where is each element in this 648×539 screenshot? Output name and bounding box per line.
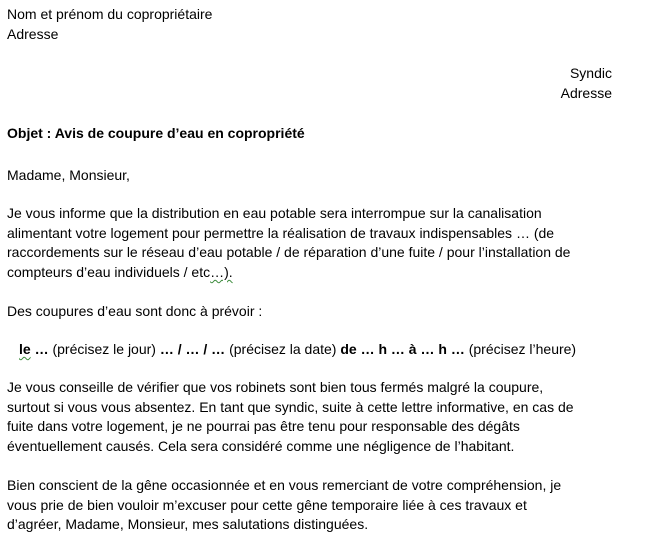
schedule-line [19, 340, 576, 360]
text-line: surtout si vous vous absentez. En tant que syndic, suite à cette lettre informative, en cas de [7, 398, 574, 415]
recipient-block [561, 64, 612, 103]
text-line: éventuellement causés. Cela sera considéré comme une négligence de l’habitant. [7, 437, 515, 454]
recipient-address: Adresse [560, 84, 612, 101]
paragraph-3 [7, 378, 574, 456]
text-line: vous prie de bien vouloir m’excuser pour cette gêne temporaire liée à ces travaux et [7, 496, 527, 513]
schedule-time: de … h … à … h … [340, 341, 469, 357]
schedule-date: … / … / … [159, 341, 230, 357]
schedule-le: le [19, 341, 31, 357]
sender-block [7, 5, 212, 44]
salutation: Madame, Monsieur, [7, 167, 130, 183]
text-line [7, 263, 570, 283]
paragraph-4 [7, 476, 561, 535]
text-line: alimentant votre logement pour permettre la réalisation de travaux indispensables … (de [7, 224, 555, 241]
text-line: Je vous informe que la distribution en eau potable sera interrompue sur la canalisation [7, 205, 542, 221]
schedule-day: … [30, 341, 53, 357]
text-segment: compteurs d’eau individuels / etc [7, 263, 211, 280]
schedule-day-hint: (précisez le jour) [52, 341, 160, 357]
text-line: fuite dans votre logement, je ne pourrai pas être tenu pour responsable des dégâts [7, 418, 520, 435]
sender-address: Adresse [7, 25, 59, 42]
schedule-date-hint: (précisez la date) [229, 341, 341, 357]
paragraph-2: Des coupures d’eau sont donc à prévoir : [7, 303, 263, 319]
sender-name: Nom et prénom du copropriétaire [7, 6, 213, 22]
schedule-time-hint: (précisez l’heure) [468, 341, 577, 357]
text-line: raccordements sur le réseau d’eau potable / de réparation d’une fuite / pour l’installation de [7, 244, 571, 261]
text-line: d’agréer, Madame, Monsieur, mes salutations distinguées. [7, 516, 369, 533]
text-segment: …). [210, 263, 233, 280]
recipient-name: Syndic [569, 65, 612, 81]
text-line: Bien conscient de la gêne occasionnée et en vous remerciant de votre compréhension, je [7, 477, 562, 493]
subject-line: Objet : Avis de coupure d’eau en copropriété [7, 125, 305, 141]
paragraph-1 [7, 204, 570, 282]
text-line: Je vous conseille de vérifier que vos robinets sont bien tous fermés malgré la coupure, [7, 379, 544, 395]
